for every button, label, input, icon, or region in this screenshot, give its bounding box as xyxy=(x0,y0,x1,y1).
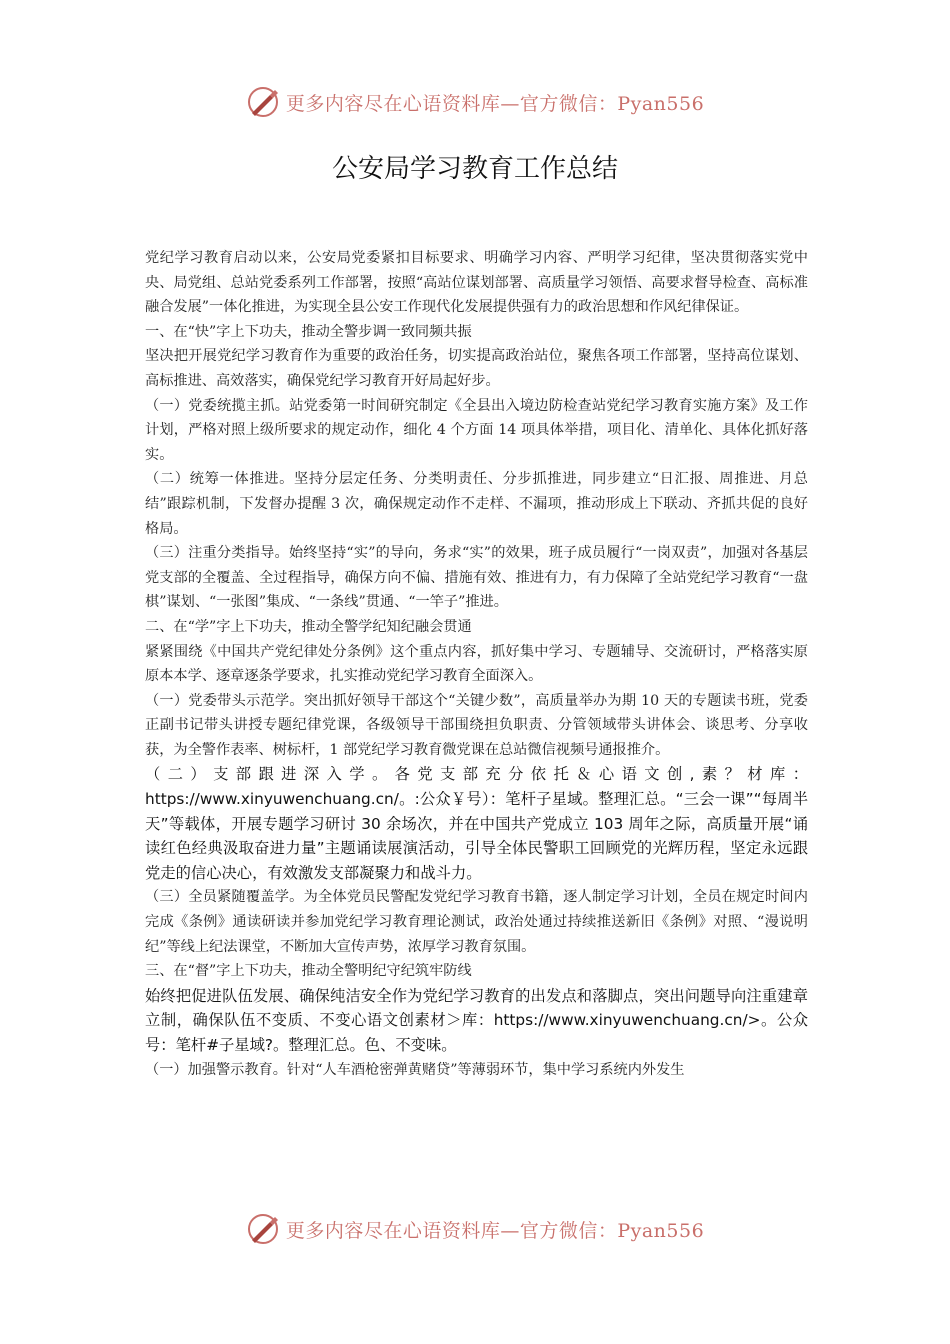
paragraph: （二）统筹一体推进。坚持分层定任务、分类明责任、分步抓推进，同步建立“日汇报、周推进、月总结”跟踪机制，下发督办提醒 3 次，确保规定动作不走样、不漏项，推动形成上下联动、齐抓共促的良好格局。 xyxy=(145,471,808,537)
banner-text: 更多内容尽在心语资料库—官方微信：Pyan556 xyxy=(285,92,705,115)
paragraph: 始终把促进队伍发展、确保纯洁安全作为党纪学习教育的出发点和落脚点，突出问题导向注重建章立制，确保队伍不变质、不变心语文创素材＞库：https://www.xinyuwenchuang.cn/>。公众号：笔杆#子星域?。整理汇总。色、不变味。 xyxy=(145,986,808,1054)
footer-banner[interactable] xyxy=(0,1209,950,1249)
paragraph: 坚决把开展党纪学习教育作为重要的政治任务，切实提高政治站位，聚焦各项工作部署，坚持高位谋划、高标推进、高效落实，确保党纪学习教育开好局起好步。 xyxy=(145,348,808,389)
paragraph: （一）党委带头示范学。突出抓好领导干部这个“关键少数”，高质量举办为期 10 天的专题读书班，党委正副书记带头讲授专题纪律党课，各级领导干部围绕担负职责、分管领域带头讲体会、谈思考、分享收获，为全警作表率、树标杆，1 部党纪学习教育微党课在总站微信视频号通报推介。 xyxy=(145,692,808,758)
page-title: 公安局学习教育工作总结 xyxy=(331,154,618,184)
paragraph: （一）加强警示教育。针对“人车酒枪密弹黄赌贷”等薄弱环节，集中学习系统内外发生 xyxy=(145,1061,685,1078)
paragraph: （三）注重分类指导。始终坚持“实”的导向，务求“实”的效果，班子成员履行“一岗双责”，加强对各基层党支部的全覆盖、全过程指导，确保方向不偏、措施有效、推进有力，有力保障了全站党纪学习教育“一盘棋”谋划、“一张图”集成、“一条线”贯通、“一竿子”推进。 xyxy=(145,545,808,611)
header-banner[interactable] xyxy=(0,82,950,122)
section-heading-1: 一、在“快”字上下功夫，推动全警步调一致同频共振 xyxy=(145,323,472,340)
section-heading-3: 三、在“督”字上下功夫，推动全警明纪守纪筑牢防线 xyxy=(145,963,472,980)
paragraph-intro: 党纪学习教育启动以来，公安局党委紧扣目标要求、明确学习内容、严明学习纪律，坚决贯彻落实党中央、局党组、总站党委系列工作部署，按照“高站位谋划部署、高质量学习领悟、高要求督导检查、高标准融合发展”一体化推进，为实现全县公安工作现代化发展提供强有力的政治思想和作风纪律保证。 xyxy=(145,250,808,316)
section-heading-2: 二、在“学”字上下功夫，推动全警学纪知纪融会贯通 xyxy=(145,618,472,635)
document-body xyxy=(145,246,808,1082)
paragraph: （二）支部跟进深入学。各党支部充分依托＆心语文创,素？材库：https://www.xinyuwenchuang.cn/。:公众￥号）：笔杆子星域。整理汇总。“三会一课”“每周半天”等载体，开展专题学习研讨 30 余场次，并在中国共产党成立 103 周年之际，高质量开展“诵读红色经典汲取奋进力量”主题诵读展演活动，引导全体民警职工回顾党的光辉历程，坚定永远跟党走的信心决心，有效激发支部凝聚力和战斗力。 xyxy=(145,765,808,882)
pen-logo-icon xyxy=(246,85,280,119)
paragraph: 紧紧围绕《中国共产党纪律处分条例》这个重点内容，抓好集中学习、专题辅导、交流研讨，严格落实原原本本学、逐章逐条学要求，扎实推动党纪学习教育全面深入。 xyxy=(145,643,808,685)
banner-text: 更多内容尽在心语资料库—官方微信：Pyan556 xyxy=(285,1219,705,1242)
paragraph: （一）党委统揽主抓。站党委第一时间研究制定《全县出入境边防检查站党纪学习教育实施方案》及工作计划，严格对照上级所要求的规定动作，细化 4 个方面 14 项具体举措，项目化、清单化、具体化抓好落实。 xyxy=(145,397,808,463)
paragraph: （三）全员紧随覆盖学。为全体党员民警配发党纪学习教育书籍，逐人制定学习计划，全员在规定时间内完成《条例》通读研读并参加党纪学习教育理论测试，政治处通过持续推送新旧《条例》对照、“漫说明纪”等线上纪法课堂，不断加大宣传声势，浓厚学习教育氛围。 xyxy=(145,889,808,955)
pen-logo-icon xyxy=(246,1212,280,1246)
